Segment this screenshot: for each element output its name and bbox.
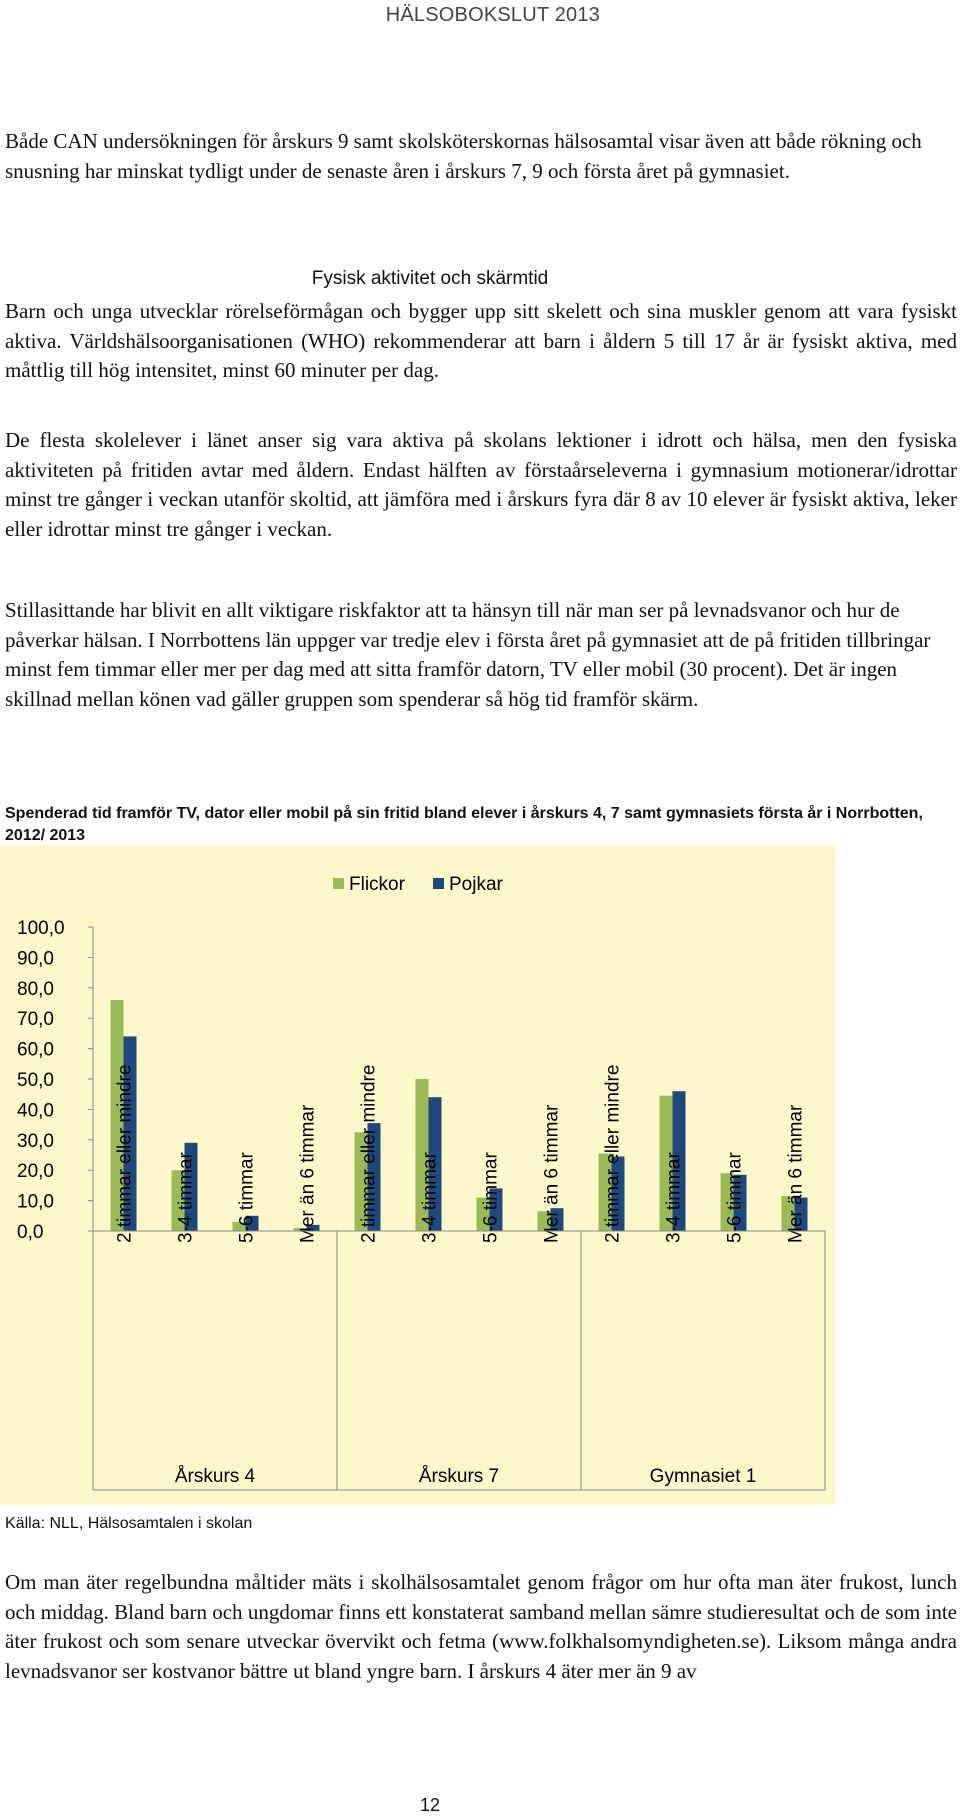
group-label: Årskurs 4 bbox=[174, 1466, 256, 1487]
x-tick-label: 3-4 timmar bbox=[175, 1152, 197, 1243]
legend-swatch-pojkar bbox=[433, 878, 444, 889]
group-label: Årskurs 7 bbox=[418, 1466, 500, 1487]
legend-label-pojkar: Pojkar bbox=[449, 874, 503, 895]
section-heading: Fysisk aktivitet och skärmtid bbox=[311, 268, 549, 289]
x-tick-label: Mer än 6 timmar bbox=[297, 1104, 319, 1243]
chart-title: Spenderad tid framför TV, dator eller mobil på sin fritid bland elever i årskurs 4, 7 samt gymnasiets första år i Norrbotten, 2012/ 2013 bbox=[5, 805, 923, 844]
x-tick-label: 2 timmar eller mindre bbox=[602, 1064, 624, 1243]
y-tick-label: 40,0 bbox=[17, 1100, 54, 1122]
y-tick-label: 30,0 bbox=[17, 1130, 54, 1152]
paragraph-meals: Om man äter regelbundna måltider mäts i skolhälsosamtalet genom frågor om hur ofta man äter frukost, lunch och middag. Bland barn och ungdomar finns ett konstaterat samband mellan sämre studieresultat och de som inte äter frukost och som senare utveckar övervikt och fetma (www.folkhalsomyndigheten.se). Liksom många andra levnadsvanor ser kostvanor bättre ut bland yngre barn. I årskurs 4 äter mer än 9 av bbox=[5, 1570, 957, 1683]
y-tick-label: 70,0 bbox=[17, 1009, 54, 1031]
legend-label-flickor: Flickor bbox=[349, 874, 405, 895]
y-tick-label: 20,0 bbox=[17, 1161, 54, 1183]
paragraph-leisure: De flesta skolelever i länet anser sig vara aktiva på skolans lektioner i idrott och hälsa, men den fysiska aktiviteten på fritiden avtar med åldern. Endast hälften av förstaårseleverna i gymnasium motionerar/idrottar minst tre gånger i veckan utanför skoltid, att jämföra med i årskurs fyra där 8 av 10 elever är fysiskt aktiva, leker eller idrottar minst tre gånger i veckan. bbox=[5, 428, 957, 541]
y-tick-label: 100,0 bbox=[17, 918, 65, 939]
y-tick-label: 90,0 bbox=[17, 948, 54, 970]
group-label: Gymnasiet 1 bbox=[649, 1466, 757, 1487]
y-tick-label: 10,0 bbox=[17, 1191, 54, 1213]
y-tick-label: 50,0 bbox=[17, 1070, 54, 1091]
x-tick-label: 2 timmar eller mindre bbox=[114, 1064, 136, 1243]
x-tick-label: 3-4 timmar bbox=[663, 1152, 685, 1243]
x-tick-label: 5-6 timmar bbox=[480, 1152, 502, 1243]
screen-time-chart bbox=[0, 845, 840, 1510]
x-tick-label: 5-6 timmar bbox=[724, 1152, 746, 1243]
x-tick-label: 3-4 timmar bbox=[419, 1152, 441, 1243]
paragraph-activity: Barn och unga utvecklar rörelseförmågan och bygger upp sitt skelett och sina muskler genom att vara fysiskt aktiva. Världshälsoorganisationen (WHO) rekommenderar att barn i åldern 5 till 17 år är fysiskt aktiva, med måttlig till hög intensitet, minst 60 minuter per dag. bbox=[5, 299, 957, 382]
paragraph-screen-time: Stillasittande har blivit en allt viktigare riskfaktor att ta hänsyn till när man ser på levnadsvanor och hur de påverkar hälsan. I Norrbottens län uppger var tredje elev i första året på gymnasiet att de på fritiden tillbringar minst fem timmar eller mer per dag med att sitta framför datorn, TV eller mobil (30 procent). Det är ingen skillnad mellan könen vad gäller gruppen som spenderar så hög tid framför skärm. bbox=[5, 598, 931, 711]
page-number: 12 bbox=[419, 1795, 441, 1815]
intro-paragraph: Både CAN undersökningen för årskurs 9 samt skolsköterskornas hälsosamtal visar även att både rökning och snusning har minskat tydligt under de senaste åren i årskurs 7, 9 och första året på gymnasiet. bbox=[5, 129, 922, 183]
y-tick-label: 0,0 bbox=[17, 1222, 44, 1243]
x-tick-label: Mer än 6 timmar bbox=[785, 1104, 807, 1243]
y-tick-label: 60,0 bbox=[17, 1039, 54, 1061]
legend-swatch-flickor bbox=[333, 878, 344, 889]
page-header: HÄLSOBOKSLUT 2013 bbox=[385, 4, 600, 26]
x-tick-label: 2 timmar eller mindre bbox=[358, 1064, 380, 1243]
y-tick-label: 80,0 bbox=[17, 978, 54, 1000]
x-tick-label: 5-6 timmar bbox=[236, 1152, 258, 1243]
chart-source: Källa: NLL, Hälsosamtalen i skolan bbox=[5, 1515, 253, 1532]
x-tick-label: Mer än 6 timmar bbox=[541, 1104, 563, 1243]
